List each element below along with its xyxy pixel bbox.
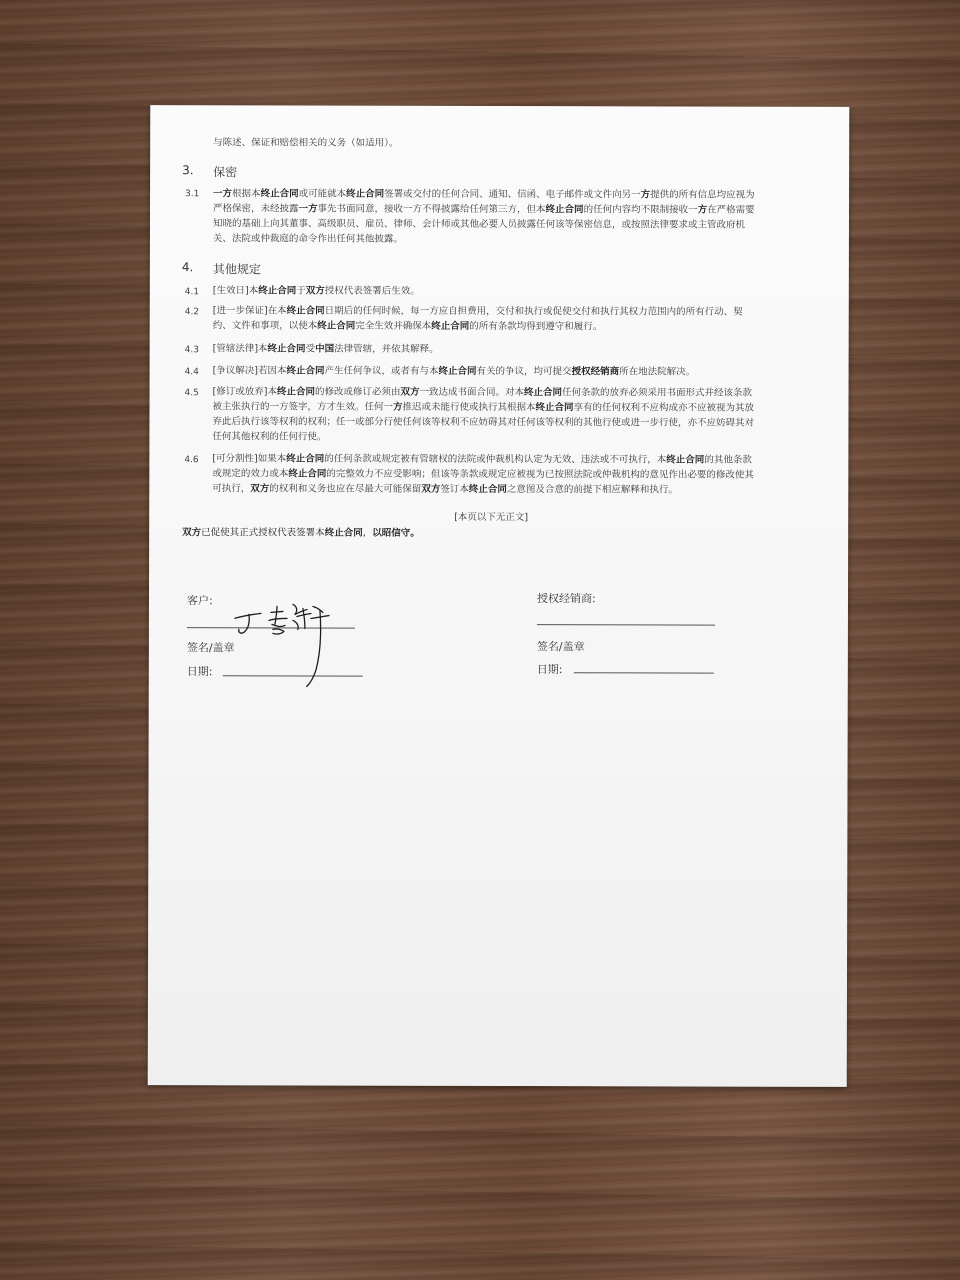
clause-number: 3.1 bbox=[185, 189, 200, 200]
dealer-date-label: 日期: bbox=[536, 663, 563, 677]
clause-line: [管辖法律]本终止合同受中国法律管辖，并依其解释。 bbox=[212, 343, 439, 355]
clause-line: 约、文件和事项，以使本终止合同完全生效并确保本终止合同的所有条款均得到遵守和履行。 bbox=[212, 320, 603, 333]
dealer-sign-stamp-label: 签名/盖章 bbox=[536, 640, 585, 654]
clause-number: 4.2 bbox=[184, 307, 200, 318]
clause-4-6 bbox=[212, 451, 792, 498]
end-of-text-note: [本页以下无正文] bbox=[454, 511, 529, 524]
clause-number: 4.4 bbox=[184, 367, 199, 378]
section-title-confidentiality: 保密 bbox=[213, 165, 238, 180]
customer-sign-stamp-label: 签名/盖章 bbox=[186, 641, 235, 655]
clause-line: 关、法院或仲裁庭的命令作出任何其他披露。 bbox=[212, 233, 403, 245]
section-title-other-provisions: 其他规定 bbox=[212, 262, 261, 277]
clause-line: 严格保密，未经披露一方事先书面同意，接收一方不得披露给任何第三方，但本终止合同的任何内容均不限制接收一方在严格需要 bbox=[212, 203, 755, 216]
clause-4-5 bbox=[212, 384, 792, 446]
clause-line: 任何其他权利的任何行使。 bbox=[212, 431, 327, 443]
clause-line: 可执行，双方的权利和义务也应在尽最大可能保留双方签订本终止合同之意图及合意的前提下相应解释和执行。 bbox=[212, 483, 678, 496]
clause-line: 一方根据本终止合同或可能就本终止合同签署或交付的任何合同、通知、信函、电子邮件或文件向另一方提供的所有信息均应视为 bbox=[213, 188, 755, 201]
dealer-label: 授权经销商: bbox=[536, 592, 596, 606]
clause-number: 4.1 bbox=[184, 287, 200, 298]
clause-number: 4.6 bbox=[184, 455, 199, 466]
customer-date-label: 日期: bbox=[186, 665, 213, 679]
clause-line: 弃此后执行该等权利的权利；任一或部分行使任何该等权利不应妨碍其对任何该等权利的其他行使或进一步行使，亦不应妨碍其对 bbox=[212, 416, 754, 429]
clause-3-1 bbox=[213, 186, 793, 248]
clause-line: [生效日]本终止合同于双方授权代表签署后生效。 bbox=[212, 285, 420, 297]
clause-line: [可分割性]如果本终止合同的任何条款或规定被有管辖权的法院或仲裁机构认定为无效、违法或不可执行，本终止合同的其他条款 bbox=[212, 453, 752, 466]
dealer-signature-line bbox=[537, 624, 715, 625]
top-line: 与陈述、保证和赔偿相关的义务（如适用）。 bbox=[213, 137, 399, 149]
clause-4-2 bbox=[213, 303, 793, 335]
clause-line: [修订或放弃]本终止合同的修改或修订必须由双方一致达成书面合同。对本终止合同任何条款的放弃必须采用书面形式并经该条款 bbox=[212, 386, 753, 399]
dealer-date-line bbox=[574, 672, 714, 673]
clause-line: [争议解决]若因本终止合同产生任何争议，或者有与本终止合同有关的争议，均可提交授权经销商所在地法院解决。 bbox=[212, 365, 696, 378]
clause-line: 或规定的效力或本终止合同的完整效力不应受影响；但该等条款或规定应被视为已按照法院或仲裁机构的意见作出必要的修改使其 bbox=[212, 468, 754, 481]
section-number-3: 3. bbox=[182, 163, 194, 178]
closing-statement: 双方已促使其正式授权代表签署本终止合同，以昭信守。 bbox=[182, 527, 420, 539]
section-number-4: 4. bbox=[181, 260, 194, 275]
clause-4-1 bbox=[213, 283, 793, 300]
handwritten-signature bbox=[227, 598, 337, 688]
customer-label: 客户: bbox=[186, 594, 213, 608]
clause-number: 4.5 bbox=[184, 388, 199, 399]
clause-4-3 bbox=[213, 341, 793, 358]
clause-4-4 bbox=[213, 363, 793, 380]
contract-page bbox=[148, 105, 850, 1087]
clause-line: 知晓的基础上向其董事、高级职员、雇员、律师、会计师或其他必要人员披露任何该等保密信息，或按照法律要求或主管政府机 bbox=[212, 218, 746, 231]
clause-line: 被主张执行的一方签字，方才生效。任何一方推迟或未能行使或执行其根据本终止合同享有的任何权利不应构成亦不应被视为其放 bbox=[212, 401, 755, 414]
clause-number: 4.3 bbox=[184, 345, 199, 356]
clause-line: [进一步保证]在本终止合同日期后的任何时候，每一方应自担费用，交付和执行或促使交付和执行其权力范围内的所有行动、契 bbox=[212, 305, 743, 318]
